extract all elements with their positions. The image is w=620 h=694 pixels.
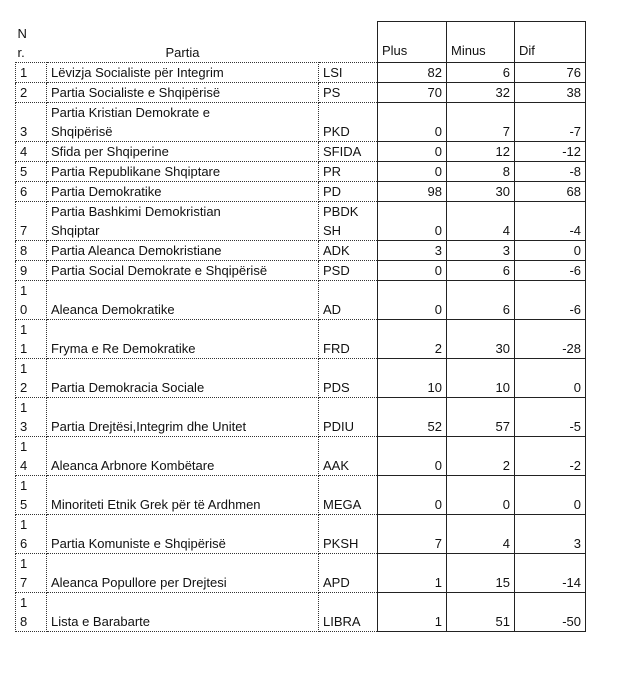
row-dif: -50 (515, 593, 586, 632)
row-party: Aleanca Demokratike (47, 281, 319, 320)
row-nr-line2: 5 (20, 497, 28, 512)
row-abbr-line2: SH (323, 223, 342, 238)
row-minus: 4 (447, 515, 515, 554)
row-nr: 2 (16, 83, 47, 103)
row-plus: 0 (378, 476, 447, 515)
row-plus: 0 (378, 142, 447, 162)
row-minus: 15 (447, 554, 515, 593)
row-nr-line2: 0 (20, 302, 28, 317)
row-dif: -12 (515, 142, 586, 162)
row-party: Lista e Barabarte (47, 593, 319, 632)
row-nr-line1: 1 (20, 322, 28, 337)
row-minus: 4 (447, 202, 515, 241)
header-nr (16, 22, 47, 63)
row-plus: 0 (378, 437, 447, 476)
row-plus: 3 (378, 241, 447, 261)
row-abbr: PDIU (319, 398, 378, 437)
header-row (16, 22, 586, 63)
row-nr (16, 437, 47, 476)
row-abbr: ADK (319, 241, 378, 261)
row-nr-line1: 1 (20, 478, 28, 493)
row-abbr-line1: PBDK (323, 204, 359, 219)
party-results-table (15, 21, 586, 632)
row-party: Aleanca Popullore per Drejtesi (47, 554, 319, 593)
row-minus: 6 (447, 281, 515, 320)
row-party-line2: Shqiptar (51, 223, 100, 238)
row-plus: 7 (378, 515, 447, 554)
header-party: Partia (165, 45, 200, 60)
row-minus: 30 (447, 182, 515, 202)
row-nr: 8 (16, 241, 47, 261)
table-row (16, 359, 586, 398)
row-plus: 82 (378, 63, 447, 83)
row-minus: 51 (447, 593, 515, 632)
row-abbr: PR (319, 162, 378, 182)
row-nr-line2: 8 (20, 614, 28, 629)
row-minus: 12 (447, 142, 515, 162)
row-nr-line1: 1 (20, 517, 28, 532)
row-minus: 6 (447, 63, 515, 83)
row-plus: 0 (378, 202, 447, 241)
row-party-line1: Partia Kristian Demokrate e (51, 105, 210, 120)
row-dif: -6 (515, 261, 586, 281)
row-party: Partia Republikane Shqiptare (47, 162, 319, 182)
row-party: Minoriteti Etnik Grek për të Ardhmen (47, 476, 319, 515)
row-abbr: FRD (319, 320, 378, 359)
row-minus: 8 (447, 162, 515, 182)
row-party: Lëvizja Socialiste për Integrim (47, 63, 319, 83)
table-row (16, 281, 586, 320)
row-plus: 70 (378, 83, 447, 103)
row-nr: 4 (16, 142, 47, 162)
row-party-line1: Partia Bashkimi Demokristian (51, 204, 221, 219)
row-dif: -28 (515, 320, 586, 359)
row-nr-line1: 1 (20, 400, 28, 415)
table-row (16, 241, 586, 261)
row-minus: 7 (447, 103, 515, 142)
row-nr-line1: 1 (20, 556, 28, 571)
row-plus: 10 (378, 359, 447, 398)
row-dif: 76 (515, 63, 586, 83)
table-row (16, 142, 586, 162)
row-nr: 9 (16, 261, 47, 281)
row-minus: 6 (447, 261, 515, 281)
row-abbr: PKD (319, 103, 378, 142)
row-plus: 98 (378, 182, 447, 202)
row-minus: 0 (447, 476, 515, 515)
row-nr: 3 (16, 103, 47, 142)
row-nr: 5 (16, 162, 47, 182)
header-plus: Plus (378, 22, 447, 63)
row-abbr: PSD (319, 261, 378, 281)
row-nr-line1: 1 (20, 361, 28, 376)
row-nr-line2: 7 (20, 575, 28, 590)
row-plus: 0 (378, 261, 447, 281)
row-nr-line1: 1 (20, 283, 28, 298)
row-dif: -5 (515, 398, 586, 437)
row-abbr: LSI (319, 63, 378, 83)
row-dif: -2 (515, 437, 586, 476)
row-nr-line2: 4 (20, 458, 28, 473)
row-nr (16, 359, 47, 398)
row-plus: 0 (378, 103, 447, 142)
row-plus: 0 (378, 281, 447, 320)
row-nr-line1: 1 (20, 439, 28, 454)
row-abbr: PDS (319, 359, 378, 398)
row-plus: 52 (378, 398, 447, 437)
row-abbr: AAK (319, 437, 378, 476)
row-minus: 3 (447, 241, 515, 261)
table-row (16, 554, 586, 593)
table-row (16, 515, 586, 554)
row-plus: 0 (378, 162, 447, 182)
table-row (16, 202, 586, 241)
row-nr: 7 (16, 202, 47, 241)
row-minus: 30 (447, 320, 515, 359)
row-party: Partia Demokracia Sociale (47, 359, 319, 398)
row-abbr: PKSH (319, 515, 378, 554)
row-dif: 68 (515, 182, 586, 202)
row-nr-line2: 6 (20, 536, 28, 551)
row-party: Partia Demokratike (47, 182, 319, 202)
row-party: Partia Social Demokrate e Shqipërisë (47, 261, 319, 281)
row-party (47, 202, 319, 241)
row-nr (16, 593, 47, 632)
row-party: Partia Aleanca Demokristiane (47, 241, 319, 261)
row-minus: 57 (447, 398, 515, 437)
header-nr-line2: r. (17, 45, 25, 60)
header-nr-line1: N (17, 26, 27, 41)
table-row (16, 437, 586, 476)
row-dif: -4 (515, 202, 586, 241)
row-dif: 0 (515, 241, 586, 261)
row-party: Aleanca Arbnore Kombëtare (47, 437, 319, 476)
table-row (16, 261, 586, 281)
row-nr (16, 398, 47, 437)
row-abbr: AD (319, 281, 378, 320)
row-nr (16, 554, 47, 593)
row-plus: 2 (378, 320, 447, 359)
table-row (16, 320, 586, 359)
row-nr-line2: 3 (20, 419, 28, 434)
row-minus: 10 (447, 359, 515, 398)
row-dif: 0 (515, 359, 586, 398)
row-nr-line1: 1 (20, 595, 28, 610)
table-row (16, 83, 586, 103)
row-party: Sfida per Shqiperine (47, 142, 319, 162)
header-dif: Dif (515, 22, 586, 63)
row-nr (16, 476, 47, 515)
row-party: Partia Drejtësi,Integrim dhe Unitet (47, 398, 319, 437)
row-abbr: PD (319, 182, 378, 202)
row-party: Partia Komuniste e Shqipërisë (47, 515, 319, 554)
table-row (16, 593, 586, 632)
row-abbr: MEGA (319, 476, 378, 515)
row-nr-line2: 2 (20, 380, 28, 395)
row-minus: 2 (447, 437, 515, 476)
row-nr: 1 (16, 63, 47, 83)
table-row (16, 103, 586, 142)
row-dif: 3 (515, 515, 586, 554)
row-minus: 32 (447, 83, 515, 103)
table-row (16, 182, 586, 202)
row-abbr: APD (319, 554, 378, 593)
row-party: Partia Socialiste e Shqipërisë (47, 83, 319, 103)
row-abbr: LIBRA (319, 593, 378, 632)
row-party: Fryma e Re Demokratike (47, 320, 319, 359)
row-abbr (319, 202, 378, 241)
row-nr: 6 (16, 182, 47, 202)
row-nr (16, 320, 47, 359)
header-minus: Minus (447, 22, 515, 63)
row-nr (16, 515, 47, 554)
table-row (16, 476, 586, 515)
row-dif: 0 (515, 476, 586, 515)
row-dif: 38 (515, 83, 586, 103)
table-row (16, 162, 586, 182)
row-nr-line2: 1 (20, 341, 28, 356)
row-dif: -7 (515, 103, 586, 142)
row-dif: -14 (515, 554, 586, 593)
row-dif: -8 (515, 162, 586, 182)
row-dif: -6 (515, 281, 586, 320)
row-abbr: SFIDA (319, 142, 378, 162)
table-row (16, 63, 586, 83)
table-row (16, 398, 586, 437)
header-abbr (319, 22, 378, 63)
row-party (47, 103, 319, 142)
row-nr (16, 281, 47, 320)
row-plus: 1 (378, 593, 447, 632)
row-plus: 1 (378, 554, 447, 593)
row-party-line2: Shqipërisë (51, 124, 113, 139)
row-abbr: PS (319, 83, 378, 103)
